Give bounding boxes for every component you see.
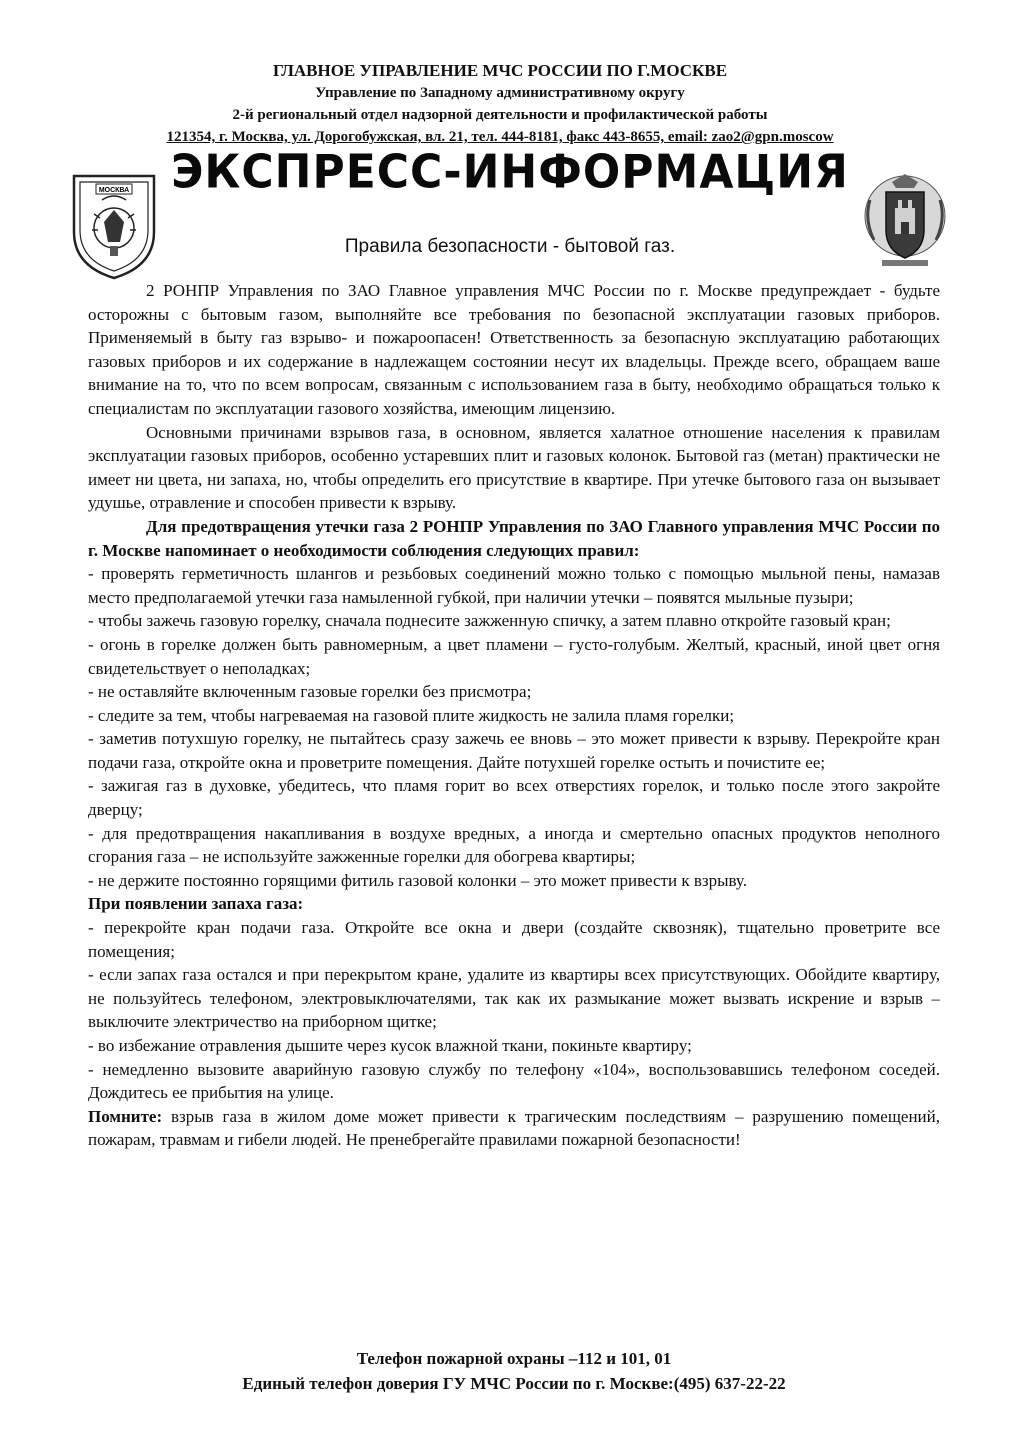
express-info-banner: ЭКСПРЕСС-ИНФОРМАЦИЯ [171, 145, 849, 200]
document-body [88, 279, 940, 1152]
smell-rule-item: - перекройте кран подачи газа. Откройте все окна и двери (создайте сквозняк), тщательно проветрите все помещения; [88, 918, 940, 961]
smell-rule-item: - немедленно вызовите аварийную газовую службу по телефону «104», воспользовавшись телефоном соседей. Дождитесь ее прибытия на улице. [88, 1059, 940, 1103]
rule-item: - заметив потухшую горелку, не пытайтесь сразу зажечь ее вновь – это может привести к взрыву. Перекройте кран подачи газа, откройте окна и проветрите помещения. Дайте потухшей горелке остыть и почистите ее; [88, 729, 940, 772]
rule-item: - огонь в горелке должен быть равномерным, а цвет пламени – густо-голубым. Желтый, красный, иной цвет огня свидетельствует о неполадках; [88, 634, 940, 678]
district-coat-of-arms-icon [862, 170, 948, 270]
rule-item: - зажигая газ в духовке, убедитесь, что пламя горит во всех отверстиях горелок, и только после этого закройте дверцу; [88, 776, 940, 820]
intro-paragraph: 2 РОНПР Управления по ЗАО Главное управления МЧС России по г. Москве предупреждает - будьте осторожны с бытовым газом, выполняйте все требования по безопасной эксплуатации газовых приборов. Применяемый в быту газ взрыво- и пожароопасен! Ответственность за безопасную эксплуатацию работающих газовых приборов и их содержание в надлежащем состоянии несут их владельцы. Прежде всего, обращаем ваше внимание на то, что по всем вопросам, связанным с использованием газа в быту, необходимо обращаться только к специалистам по эксплуатации газового хозяйства, имеющим лицензию. [88, 281, 940, 418]
contact-footer [88, 1346, 940, 1396]
hotline-phone-line: Единый телефон доверия ГУ МЧС России по г. Москве:(495) 637-22-22 [242, 1374, 786, 1393]
header-agency: ГЛАВНОЕ УПРАВЛЕНИЕ МЧС РОССИИ ПО Г.МОСКВЕ [272, 61, 728, 80]
gas-smell-heading: При появлении запаха газа: [88, 894, 304, 914]
rule-item: - для предотвращения накапливания в воздухе вредных, а иногда и смертельно опасных продуктов неполного сгорания газа – не используйте зажженные горелки для обогрева квартиры; [88, 823, 940, 867]
fire-phone-line: Телефон пожарной охраны –112 и 101, 01 [356, 1349, 672, 1368]
rule-item: - следите за тем, чтобы нагреваемая на газовой плите жидкость не залила пламя горелки; [88, 705, 735, 725]
rule-item: - не держите постоянно горящими фитиль газовой колонки – это может привести к взрыву. [88, 870, 747, 890]
header-department: Управление по Западному административному округу [315, 85, 685, 101]
rule-item: - не оставляйте включенным газовые горелки без присмотра; [88, 682, 532, 702]
remember-text: взрыв газа в жилом доме может привести к трагическим последствиям – разрушению помещений, пожарам, травмам и гибели людей. Не пренебрегайте правилами пожарной безопасности! [88, 1106, 940, 1150]
remember-paragraph [88, 1105, 940, 1152]
document-header [60, 60, 940, 148]
rule-item: - чтобы зажечь газовую горелку, сначала поднесите зажженную спичку, а затем плавно откройте газовый кран; [88, 611, 891, 631]
header-division: 2-й региональный отдел надзорной деятельности и профилактической работы [232, 107, 768, 123]
smell-rule-item: - если запах газа остался и при перекрытом кране, удалите из квартиры всех присутствующих. Обойдите квартиру, не пользуйтесь телефоном, электровыключателями, так как их размыкание может вызвать искрение и взрыв – выключите электричество на приборном щитке; [88, 965, 940, 1032]
rule-item: - проверять герметичность шлангов и резьбовых соединений можно только с помощью мыльной пены, намазав место предполагаемой утечки газа намыленной губкой, при наличии утечки – появятся мыльные пузыри; [88, 564, 940, 607]
smell-rule-item: - во избежание отравления дышите через кусок влажной ткани, покиньте квартиру; [88, 1036, 692, 1055]
mchs-emblem-icon [66, 170, 162, 282]
remember-label: Помните: [88, 1106, 163, 1126]
document-subtitle: Правила безопасности - бытовой газ. [344, 236, 676, 257]
emblem-label: МОСКВА [98, 187, 130, 194]
causes-paragraph: Основными причинами взрывов газа, в основном, является халатное отношение населения к правилам эксплуатации газовых приборов, особенно устаревших плит и газовых колонок. Бытовой газ (метан) практически не имеет ни цвета, ни запаха, но, чтобы определить его присутствие в квартире. При утечке бытового газа он вызывает удушье, отравление и способен привести к взрыву. [88, 422, 940, 513]
rules-intro-paragraph: Для предотвращения утечки газа 2 РОНПР Управления по ЗАО Главного управления МЧС России по г. Москве напоминает о необходимости соблюдения следующих правил: [88, 516, 940, 560]
header-address: 121354, г. Москва, ул. Дорогобужская, вл. 21, тел. 444-8181, факс 443-8655, email: zao2@gpn.moscow [166, 129, 834, 145]
